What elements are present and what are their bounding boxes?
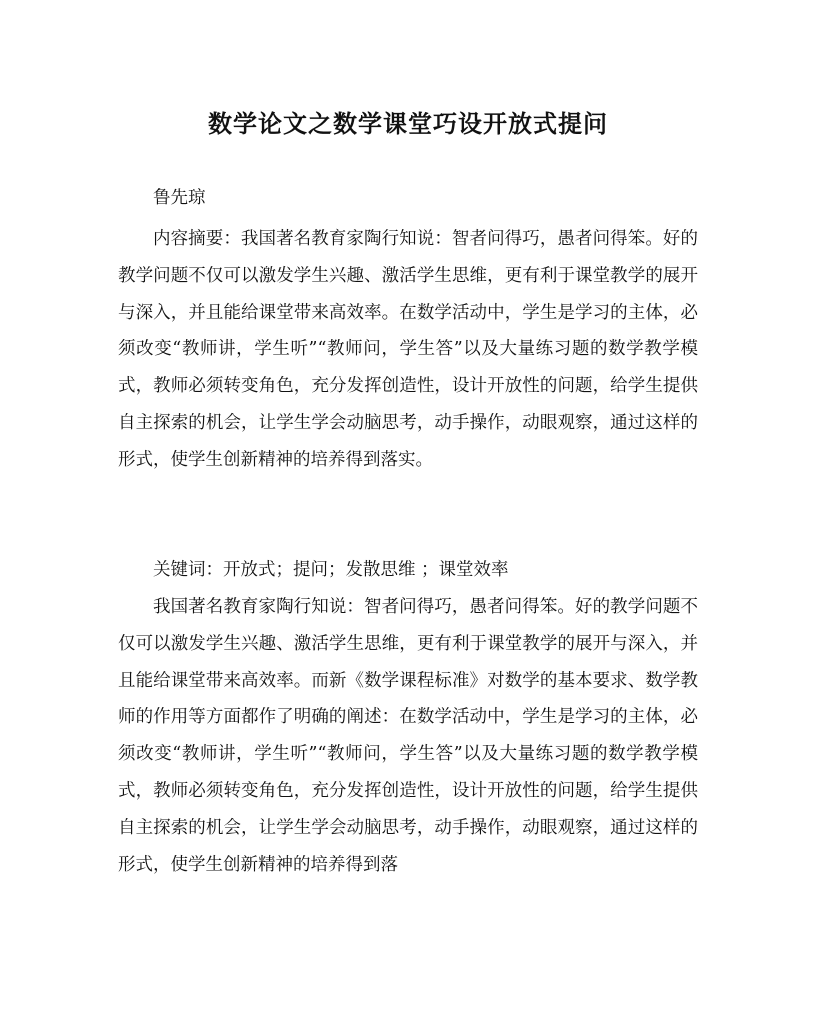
document-title: 数学论文之数学课堂巧设开放式提问: [208, 109, 608, 138]
keywords-line: 关键词：开放式；提问；发散思维 ；课堂效率: [153, 560, 509, 580]
author-name: 鲁先琼: [153, 188, 206, 208]
abstract-paragraph: 内容摘要：我国著名教育家陶行知说：智者问得巧，愚者问得笨。好的教学问题不仅可以激发学生兴趣、激活学生思维，更有利于课堂教学的展开与深入，并且能给课堂带来高效率。在数学活动中，学生是学习的主体，必须改变“教师讲，学生听”“教师问，学生答”以及大量练习题的数学教学模式，教师必须转变角色，充分发挥创造性，设计开放性的问题，给学生提供自主探索的机会，让学生学会动脑思考，动手操作，动眼观察，通过这样的形式，使学生创新精神的培养得到落实。: [118, 229, 698, 470]
body-paragraph: 我国著名教育家陶行知说：智者问得巧，愚者问得笨。好的教学问题不仅可以激发学生兴趣、激活学生思维，更有利于课堂教学的展开与深入，并且能给课堂带来高效率。而新《数学课程标准》对数学的基本要求、数学教师的作用等方面都作了明确的阐述：在数学活动中，学生是学习的主体，必须改变“教师讲，学生听”“教师问，学生答”以及大量练习题的数学教学模式，教师必须转变角色，充分发挥创造性，设计开放性的问题，给学生提供自主探索的机会，让学生学会动脑思考，动手操作，动眼观察，通过这样的形式，使学生创新精神的培养得到落: [118, 597, 698, 875]
